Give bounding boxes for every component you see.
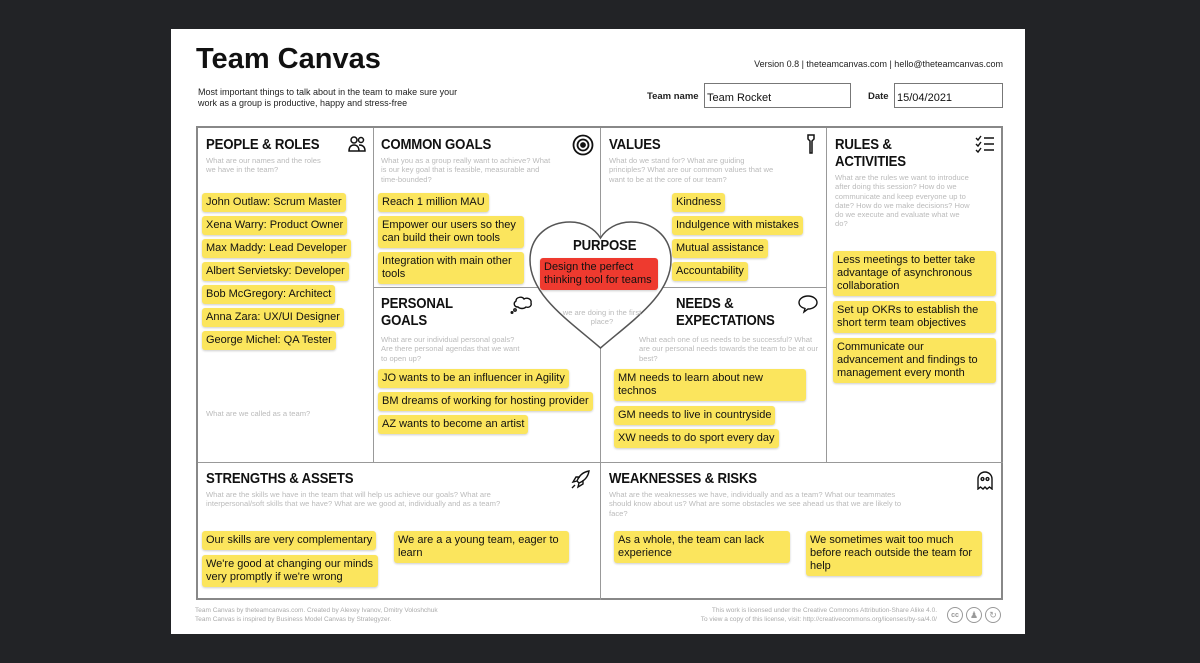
sticky-note[interactable]: Communicate our advancement and findings to management every month <box>833 338 996 383</box>
sticky-note[interactable]: Set up OKRs to establish the short term team objectives <box>833 301 996 333</box>
sticky-note[interactable]: John Outlaw: Scrum Master <box>202 193 346 212</box>
sticky-note[interactable]: BM dreams of working for hosting provider <box>378 392 593 411</box>
personal-goals-title: PERSONAL GOALS <box>381 295 453 329</box>
bottle-icon <box>801 134 821 154</box>
sticky-note[interactable]: Anna Zara: UX/UI Designer <box>202 308 344 327</box>
sticky-note[interactable]: Albert Servietsky: Developer <box>202 262 349 281</box>
team-name-label: Team name <box>647 91 699 102</box>
cc-icon: cc <box>947 607 963 623</box>
sticky-note[interactable]: Accountability <box>672 262 748 281</box>
team-name-field[interactable]: Team Rocket <box>704 83 851 108</box>
strengths-hint: What are the skills we have in the team that will help us achieve our goals? What are interpersonal/soft skills that we have? What are we good at, individually and as a team? <box>206 490 501 509</box>
footer-inspiration-line: Team Canvas is inspired by Business Model Canvas by Strategyzer. <box>195 616 392 623</box>
sticky-note[interactable]: AZ wants to become an artist <box>378 415 528 434</box>
cc-badges <box>947 607 1001 623</box>
purpose-title: PURPOSE <box>573 237 637 254</box>
sticky-note[interactable]: Xena Warry: Product Owner <box>202 216 347 235</box>
strengths-title: STRENGTHS & ASSETS <box>206 470 354 487</box>
license-url-line[interactable]: To view a copy of this license, visit: http://creativecommons.org/licenses/by-sa/4.0/ <box>700 616 937 623</box>
license-line: This work is licensed under the Creative Commons Attribution-Share Alike 4.0. <box>711 607 937 614</box>
rocket-icon <box>570 470 590 490</box>
values-title: VALUES <box>609 136 661 153</box>
sticky-note[interactable]: Integration with main other tools <box>378 252 524 284</box>
date-label: Date <box>868 91 889 102</box>
people-roles-title: PEOPLE & ROLES <box>206 136 320 153</box>
speech-bubble-icon <box>798 294 818 314</box>
purpose-sticky-note[interactable]: Design the perfect thinking tool for teams <box>540 258 658 290</box>
page-subtitle: Most important things to talk about in the team to make sure your work as a group is productive, happy and stress-free <box>198 87 458 108</box>
personal-hint: What are our individual personal goals? Are there personal agendas that we want to open up? <box>381 335 520 363</box>
canvas-grid <box>196 126 1003 600</box>
attribution-icon: ♟ <box>966 607 982 623</box>
values-hint: What do we stand for? What are guiding principles? What are our common values that we want to be at the core of our team? <box>609 156 774 184</box>
sticky-note[interactable]: MM needs to learn about new technos <box>614 369 806 401</box>
weaknesses-hint: What are the weaknesses we have, individually and as a team? What our teammates should know about us? What are some obstacles we see ahead us that we are likely to face? <box>609 490 902 518</box>
share-alike-icon: ↻ <box>985 607 1001 623</box>
sticky-note[interactable]: Bob McGregory: Architect <box>202 285 335 304</box>
sticky-note[interactable]: We sometimes wait too much before reach outside the team for help <box>806 531 982 576</box>
needs-hint: What each one of us needs to be successful? What are our personal needs towards the team to be at our best? <box>639 335 818 363</box>
common-goals-title: COMMON GOALS <box>381 136 492 153</box>
sticky-note[interactable]: Empower our users so they can build their own tools <box>378 216 524 248</box>
checklist-icon <box>975 134 995 154</box>
footer-license <box>701 606 937 624</box>
sticky-note[interactable]: As a whole, the team can lack experience <box>614 531 790 563</box>
sticky-note[interactable]: Our skills are very complementary <box>202 531 376 550</box>
sticky-note[interactable]: Reach 1 million MAU <box>378 193 489 212</box>
sticky-note[interactable]: Max Maddy: Lead Developer <box>202 239 351 258</box>
footer-credits <box>195 606 438 624</box>
sticky-note[interactable]: GM needs to live in countryside <box>614 406 775 425</box>
sticky-note[interactable]: JO wants to be an influencer in Agility <box>378 369 569 388</box>
team-canvas-page <box>171 29 1025 634</box>
sticky-note[interactable]: We're good at changing our minds very promptly if we're wrong <box>202 555 378 587</box>
sticky-note[interactable]: Indulgence with mistakes <box>672 216 803 235</box>
people-hint: What are our names and the roles we have in the team? <box>206 156 321 175</box>
date-field[interactable]: 15/04/2021 <box>894 83 1003 108</box>
goals-hint: What you as a group really want to achieve? What is our key goal that is feasible, measurable and time-bounded? <box>381 156 551 184</box>
weaknesses-title: WEAKNESSES & RISKS <box>609 470 757 487</box>
sticky-note[interactable]: Mutual assistance <box>672 239 768 258</box>
sticky-note[interactable]: Kindness <box>672 193 725 212</box>
people-icon <box>347 134 367 154</box>
sticky-note[interactable]: XW needs to do sport every day <box>614 429 779 448</box>
footer-credit-line: Team Canvas by theteamcanvas.com. Created by Alexey Ivanov, Dmitry Voloshchuk <box>195 607 438 614</box>
team-name-hint: What are we called as a team? <box>206 409 311 418</box>
sticky-note[interactable]: We are a a young team, eager to learn <box>394 531 569 563</box>
sticky-note[interactable]: George Michel: QA Tester <box>202 331 336 350</box>
needs-title: NEEDS & EXPECTATIONS <box>676 295 775 329</box>
version-info: Version 0.8 | theteamcanvas.com | hello@theteamcanvas.com <box>754 59 1003 69</box>
rules-title: RULES & ACTIVITIES <box>835 136 906 170</box>
sticky-note[interactable]: Less meetings to better take advantage of asynchronous collaboration <box>833 251 996 296</box>
ghost-icon <box>975 470 995 490</box>
page-title: Team Canvas <box>196 43 381 75</box>
purpose-hint: we are doing in the first place? <box>562 308 642 327</box>
rules-hint: What are the rules we want to introduce after doing this session? How do we communicate and keep everyone up to date? How do we make decisions? How do we execute and evaluate what we do? <box>835 173 970 229</box>
target-icon <box>572 134 594 156</box>
